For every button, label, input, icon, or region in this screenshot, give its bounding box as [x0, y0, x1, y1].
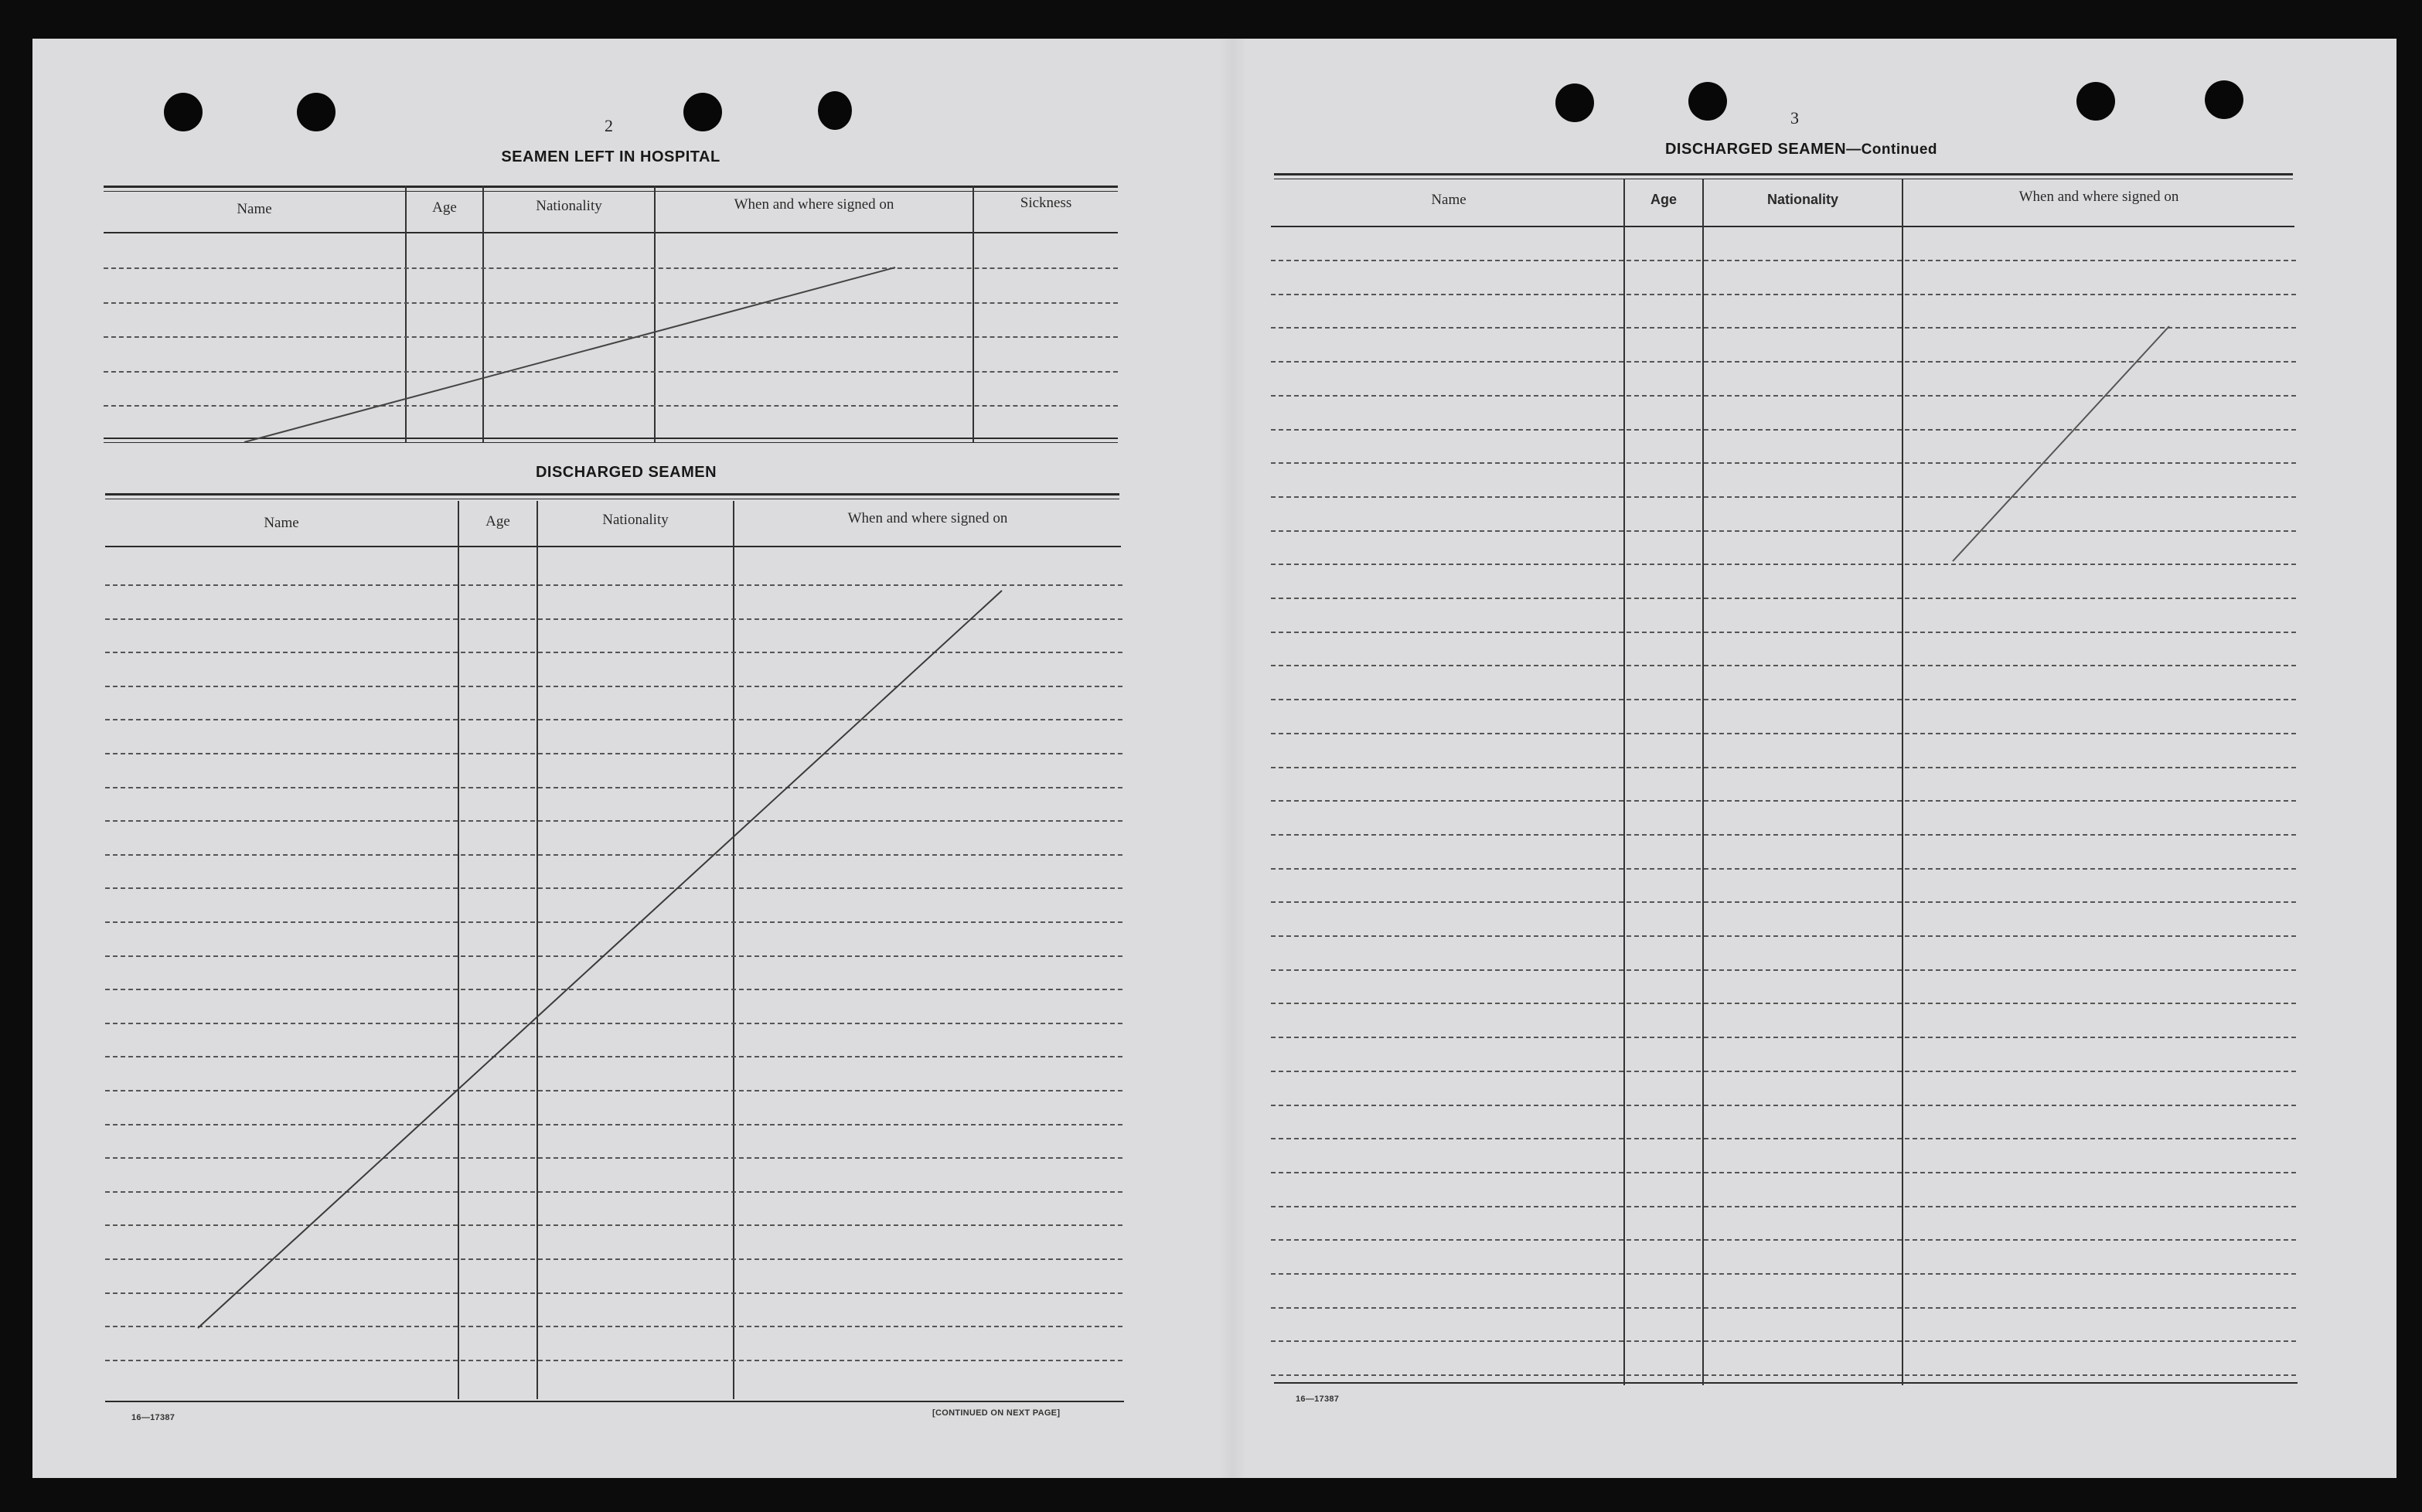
hospital-col-sickness: Sickness — [1020, 195, 1072, 211]
discharged-col-name: Name — [264, 515, 299, 531]
discharged-col-nationality: Nationality — [602, 512, 669, 528]
right-col-name: Name — [1431, 192, 1466, 208]
right-col-signed-on: When and where signed on — [2018, 189, 2179, 205]
hospital-col-nationality: Nationality — [536, 198, 602, 214]
right-col-nationality: Nationality — [1766, 192, 1838, 207]
right-form-number: 16—17387 — [1296, 1395, 1340, 1404]
hospital-col-name: Name — [237, 201, 272, 217]
right-cancel-stroke — [1953, 326, 2169, 561]
right-title-suffix: —Continued — [1846, 141, 1937, 158]
left-page-number: 2 — [605, 116, 613, 135]
discharged-cancel-stroke — [198, 591, 1002, 1328]
hospital-col-signed-on: When and where signed on — [734, 196, 894, 213]
hospital-cancel-stroke — [244, 267, 895, 442]
continued-note: [CONTINUED ON NEXT PAGE] — [932, 1408, 1061, 1418]
discharged-section-title: DISCHARGED SEAMEN — [535, 464, 717, 481]
hospital-section-title: SEAMEN LEFT IN HOSPITAL — [501, 148, 720, 165]
discharged-col-signed-on: When and where signed on — [847, 510, 1008, 526]
discharged-col-age: Age — [485, 513, 510, 530]
right-title-main: DISCHARGED SEAMEN — [1664, 141, 1847, 158]
left-form-number: 16—17387 — [131, 1413, 175, 1422]
right-page-number: 3 — [1790, 108, 1799, 128]
right-col-age: Age — [1650, 192, 1677, 207]
hospital-col-age: Age — [432, 199, 457, 216]
